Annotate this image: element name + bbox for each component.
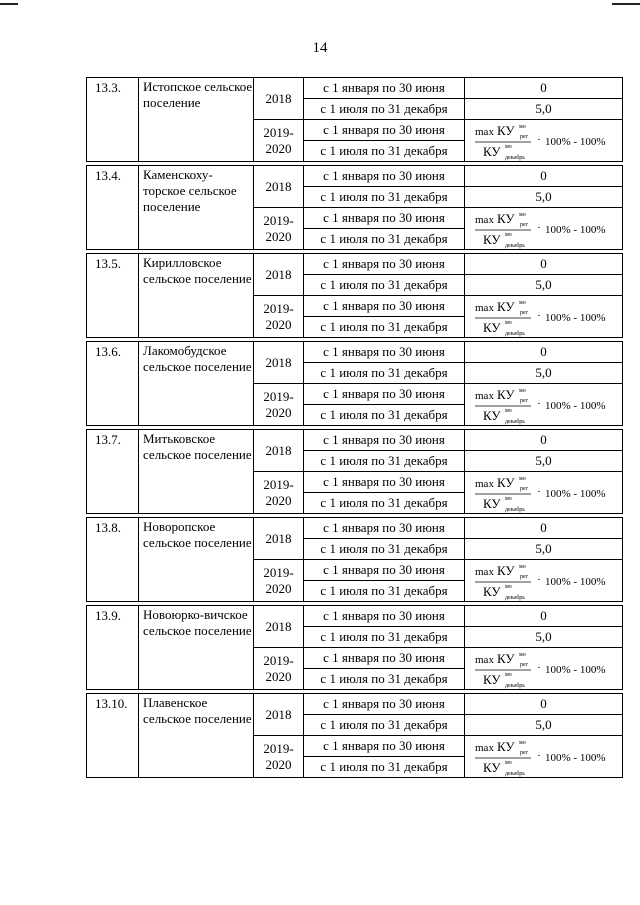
value-cell: 5,0 bbox=[465, 275, 623, 296]
year-label-start: 2019- bbox=[263, 388, 294, 404]
period-cell: с 1 января по 30 июня bbox=[304, 254, 465, 275]
formula-numerator-mo: мо bbox=[519, 652, 526, 658]
settlement-name: Плавенское сельское поселение bbox=[139, 694, 254, 778]
year-label-start: 2019- bbox=[263, 476, 294, 492]
settlement-name: Лакомобудское сельское поселение bbox=[139, 342, 254, 426]
period-cell: с 1 января по 30 июня bbox=[304, 78, 465, 99]
value-cell: 0 bbox=[465, 606, 623, 627]
year-label: 2018 bbox=[265, 354, 292, 370]
scan-mark-right bbox=[612, 3, 640, 5]
table-row bbox=[87, 342, 623, 363]
period-cell: с 1 июля по 31 декабря bbox=[304, 363, 465, 384]
settlement-name: Кирилловское сельское поселение bbox=[139, 254, 254, 338]
page-number: 14 bbox=[312, 40, 328, 56]
year-cell bbox=[254, 606, 304, 648]
period-cell: с 1 июля по 31 декабря bbox=[304, 715, 465, 736]
period-cell: с 1 июля по 31 декабря bbox=[304, 229, 465, 250]
formula-numerator-ku: КУ bbox=[497, 211, 515, 226]
formula-graphic bbox=[465, 384, 622, 425]
formula-numerator-mo: мо bbox=[519, 212, 526, 218]
row-number: 13.4. bbox=[87, 166, 139, 250]
formula-cell bbox=[465, 648, 623, 690]
formula-denominator-ku: КУ bbox=[483, 320, 501, 335]
year-label-end: 2020 bbox=[265, 404, 292, 420]
formula-denominator-mo: мо bbox=[505, 144, 512, 150]
formula-tail: 100% - 100% bbox=[545, 224, 606, 236]
formula-multiply: · bbox=[537, 486, 541, 498]
formula-denominator-mo: мо bbox=[505, 672, 512, 678]
formula-denominator-dec: декабрь bbox=[505, 155, 525, 161]
period-cell: с 1 января по 30 июня bbox=[304, 342, 465, 363]
formula-numerator-ku: КУ bbox=[497, 651, 515, 666]
formula-max: max bbox=[475, 566, 494, 578]
value-cell: 0 bbox=[465, 166, 623, 187]
row-number: 13.7. bbox=[87, 430, 139, 514]
year-label: 2018 bbox=[265, 178, 292, 194]
year-cell bbox=[254, 648, 304, 690]
year-label: 2018 bbox=[265, 266, 292, 282]
formula-denominator-mo: мо bbox=[505, 496, 512, 502]
period-cell: с 1 июля по 31 декабря bbox=[304, 275, 465, 296]
year-cell bbox=[254, 560, 304, 602]
row-number: 13.3. bbox=[87, 78, 139, 162]
period-cell: с 1 января по 30 июня bbox=[304, 296, 465, 317]
formula-numerator-reg: рег bbox=[520, 574, 529, 580]
period-cell: с 1 июля по 31 декабря bbox=[304, 669, 465, 690]
formula-graphic bbox=[465, 648, 622, 689]
formula-cell bbox=[465, 120, 623, 162]
formula-graphic bbox=[465, 736, 622, 777]
formula-cell bbox=[465, 208, 623, 250]
year-cell bbox=[254, 254, 304, 296]
table-row bbox=[87, 606, 623, 627]
formula-denominator-ku: КУ bbox=[483, 496, 501, 511]
formula-denominator-dec: декабрь bbox=[505, 243, 525, 249]
formula-multiply: · bbox=[537, 750, 541, 762]
formula-numerator-mo: мо bbox=[519, 740, 526, 746]
formula-denominator-mo: мо bbox=[505, 760, 512, 766]
formula-denominator-ku: КУ bbox=[483, 584, 501, 599]
settlement-name: Митьковское сельское поселение bbox=[139, 430, 254, 514]
period-cell: с 1 июля по 31 декабря bbox=[304, 317, 465, 338]
year-cell bbox=[254, 694, 304, 736]
formula-denominator-dec: декабрь bbox=[505, 419, 525, 425]
year-label-end: 2020 bbox=[265, 140, 292, 156]
year-cell bbox=[254, 430, 304, 472]
formula-denominator-mo: мо bbox=[505, 320, 512, 326]
formula-denominator-ku: КУ bbox=[483, 672, 501, 687]
formula-tail: 100% - 100% bbox=[545, 136, 606, 148]
year-label-end: 2020 bbox=[265, 756, 292, 772]
formula-denominator-dec: декабрь bbox=[505, 595, 525, 601]
period-cell: с 1 июля по 31 декабря bbox=[304, 451, 465, 472]
formula-numerator-ku: КУ bbox=[497, 299, 515, 314]
settlement-name: Истопское сельское поселение bbox=[139, 78, 254, 162]
formula-graphic bbox=[465, 472, 622, 513]
formula-tail: 100% - 100% bbox=[545, 576, 606, 588]
period-cell: с 1 января по 30 июня bbox=[304, 208, 465, 229]
formula-numerator-mo: мо bbox=[519, 300, 526, 306]
value-cell: 5,0 bbox=[465, 715, 623, 736]
value-cell: 5,0 bbox=[465, 187, 623, 208]
settlement-name: Новоюрко-вичское сельское поселение bbox=[139, 606, 254, 690]
period-cell: с 1 июля по 31 декабря bbox=[304, 405, 465, 426]
period-cell: с 1 июля по 31 декабря bbox=[304, 757, 465, 778]
formula-numerator-reg: рег bbox=[520, 222, 529, 228]
value-cell: 0 bbox=[465, 254, 623, 275]
table-row bbox=[87, 430, 623, 451]
year-label-end: 2020 bbox=[265, 668, 292, 684]
formula-denominator-mo: мо bbox=[505, 232, 512, 238]
value-cell: 0 bbox=[465, 430, 623, 451]
year-label-start: 2019- bbox=[263, 212, 294, 228]
formula-denominator-ku: КУ bbox=[483, 232, 501, 247]
formula-tail: 100% - 100% bbox=[545, 664, 606, 676]
period-cell: с 1 января по 30 июня bbox=[304, 430, 465, 451]
formula-denominator-dec: декабрь bbox=[505, 771, 525, 777]
year-cell bbox=[254, 120, 304, 162]
formula-numerator-ku: КУ bbox=[497, 739, 515, 754]
period-cell: с 1 июля по 31 декабря bbox=[304, 99, 465, 120]
year-cell bbox=[254, 296, 304, 338]
table-row bbox=[87, 518, 623, 539]
formula-numerator-reg: рег bbox=[520, 486, 529, 492]
period-cell: с 1 января по 30 июня bbox=[304, 384, 465, 405]
period-cell: с 1 января по 30 июня bbox=[304, 560, 465, 581]
table-row bbox=[87, 254, 623, 275]
period-cell: с 1 января по 30 июня bbox=[304, 472, 465, 493]
year-label: 2018 bbox=[265, 618, 292, 634]
period-cell: с 1 июля по 31 декабря bbox=[304, 141, 465, 162]
formula-numerator-mo: мо bbox=[519, 124, 526, 130]
formula-numerator-reg: рег bbox=[520, 750, 529, 756]
period-cell: с 1 июля по 31 декабря bbox=[304, 493, 465, 514]
formula-multiply: · bbox=[537, 398, 541, 410]
year-cell bbox=[254, 208, 304, 250]
year-label: 2018 bbox=[265, 90, 292, 106]
value-cell: 5,0 bbox=[465, 99, 623, 120]
formula-graphic bbox=[465, 296, 622, 337]
period-cell: с 1 января по 30 июня bbox=[304, 166, 465, 187]
year-cell bbox=[254, 472, 304, 514]
formula-max: max bbox=[475, 390, 494, 402]
year-label-end: 2020 bbox=[265, 316, 292, 332]
formula-multiply: · bbox=[537, 662, 541, 674]
year-cell bbox=[254, 166, 304, 208]
formula-tail: 100% - 100% bbox=[545, 400, 606, 412]
formula-numerator-ku: КУ bbox=[497, 387, 515, 402]
value-cell: 5,0 bbox=[465, 627, 623, 648]
value-cell: 5,0 bbox=[465, 451, 623, 472]
value-cell: 0 bbox=[465, 78, 623, 99]
formula-tail: 100% - 100% bbox=[545, 488, 606, 500]
year-label: 2018 bbox=[265, 442, 292, 458]
formula-multiply: · bbox=[537, 574, 541, 586]
year-label-end: 2020 bbox=[265, 580, 292, 596]
formula-numerator-mo: мо bbox=[519, 388, 526, 394]
year-label-start: 2019- bbox=[263, 300, 294, 316]
settlement-name: Новоропское сельское поселение bbox=[139, 518, 254, 602]
formula-numerator-reg: рег bbox=[520, 662, 529, 668]
period-cell: с 1 июля по 31 декабря bbox=[304, 581, 465, 602]
formula-graphic bbox=[465, 208, 622, 249]
formula-denominator-ku: КУ bbox=[483, 144, 501, 159]
period-cell: с 1 января по 30 июня bbox=[304, 606, 465, 627]
formula-max: max bbox=[475, 478, 494, 490]
formula-numerator-ku: КУ bbox=[497, 563, 515, 578]
year-cell bbox=[254, 518, 304, 560]
year-label-start: 2019- bbox=[263, 740, 294, 756]
year-cell bbox=[254, 736, 304, 778]
period-cell: с 1 июля по 31 декабря bbox=[304, 627, 465, 648]
formula-tail: 100% - 100% bbox=[545, 752, 606, 764]
year-cell bbox=[254, 78, 304, 120]
formula-numerator-reg: рег bbox=[520, 310, 529, 316]
period-cell: с 1 июля по 31 декабря bbox=[304, 539, 465, 560]
formula-numerator-mo: мо bbox=[519, 476, 526, 482]
formula-cell bbox=[465, 384, 623, 426]
period-cell: с 1 января по 30 июня bbox=[304, 648, 465, 669]
formula-graphic bbox=[465, 560, 622, 601]
value-cell: 0 bbox=[465, 518, 623, 539]
formula-numerator-reg: рег bbox=[520, 134, 529, 140]
formula-cell bbox=[465, 736, 623, 778]
year-cell bbox=[254, 384, 304, 426]
row-number: 13.9. bbox=[87, 606, 139, 690]
formula-max: max bbox=[475, 742, 494, 754]
formula-numerator-ku: КУ bbox=[497, 123, 515, 138]
year-label-start: 2019- bbox=[263, 124, 294, 140]
year-label-start: 2019- bbox=[263, 564, 294, 580]
period-cell: с 1 июля по 31 декабря bbox=[304, 187, 465, 208]
formula-multiply: · bbox=[537, 134, 541, 146]
row-number: 13.5. bbox=[87, 254, 139, 338]
period-cell: с 1 января по 30 июня bbox=[304, 518, 465, 539]
year-label-end: 2020 bbox=[265, 492, 292, 508]
year-label: 2018 bbox=[265, 530, 292, 546]
formula-denominator-mo: мо bbox=[505, 584, 512, 590]
formula-cell bbox=[465, 296, 623, 338]
value-cell: 5,0 bbox=[465, 539, 623, 560]
formula-denominator-dec: декабрь bbox=[505, 507, 525, 513]
row-number: 13.8. bbox=[87, 518, 139, 602]
formula-graphic bbox=[465, 120, 622, 161]
table-row bbox=[87, 694, 623, 715]
settlement-name: Каменскоху-торское сельское поселение bbox=[139, 166, 254, 250]
table-row bbox=[87, 166, 623, 187]
row-number: 13.6. bbox=[87, 342, 139, 426]
value-cell: 0 bbox=[465, 694, 623, 715]
formula-multiply: · bbox=[537, 222, 541, 234]
period-cell: с 1 января по 30 июня bbox=[304, 694, 465, 715]
formula-multiply: · bbox=[537, 310, 541, 322]
tariff-table bbox=[86, 77, 623, 778]
year-label-end: 2020 bbox=[265, 228, 292, 244]
formula-denominator-mo: мо bbox=[505, 408, 512, 414]
year-label-start: 2019- bbox=[263, 652, 294, 668]
year-cell bbox=[254, 342, 304, 384]
formula-max: max bbox=[475, 654, 494, 666]
period-cell: с 1 января по 30 июня bbox=[304, 120, 465, 141]
scan-mark-left bbox=[0, 3, 18, 5]
value-cell: 0 bbox=[465, 342, 623, 363]
value-cell: 5,0 bbox=[465, 363, 623, 384]
row-number: 13.10. bbox=[87, 694, 139, 778]
formula-tail: 100% - 100% bbox=[545, 312, 606, 324]
formula-cell bbox=[465, 560, 623, 602]
formula-cell bbox=[465, 472, 623, 514]
formula-numerator-reg: рег bbox=[520, 398, 529, 404]
formula-denominator-dec: декабрь bbox=[505, 683, 525, 689]
formula-max: max bbox=[475, 302, 494, 314]
formula-max: max bbox=[475, 214, 494, 226]
period-cell: с 1 января по 30 июня bbox=[304, 736, 465, 757]
formula-denominator-ku: КУ bbox=[483, 408, 501, 423]
table-row bbox=[87, 78, 623, 99]
formula-numerator-mo: мо bbox=[519, 564, 526, 570]
formula-numerator-ku: КУ bbox=[497, 475, 515, 490]
formula-denominator-dec: декабрь bbox=[505, 331, 525, 337]
formula-max: max bbox=[475, 126, 494, 138]
year-label: 2018 bbox=[265, 706, 292, 722]
formula-denominator-ku: КУ bbox=[483, 760, 501, 775]
